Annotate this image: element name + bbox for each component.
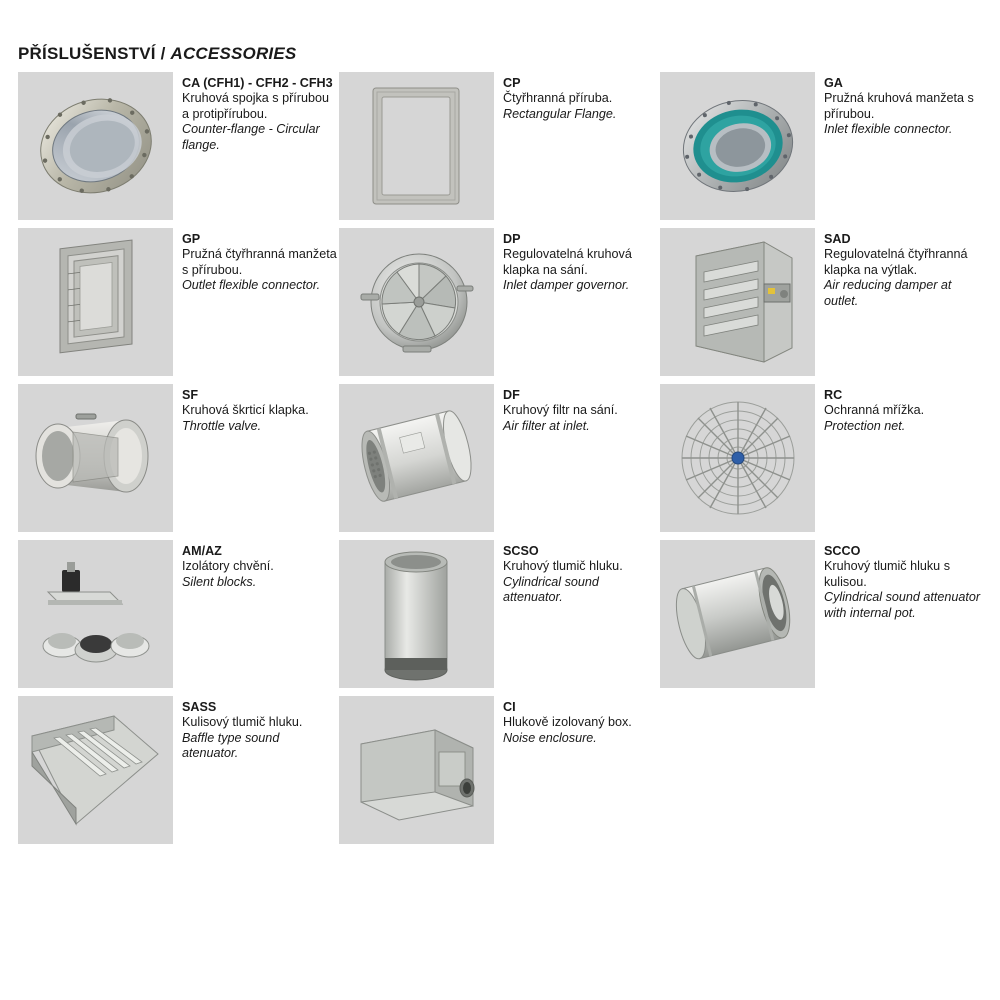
accessory-thumbnail xyxy=(18,384,173,532)
silent-blocks-icon xyxy=(18,540,173,688)
accessory-item-df xyxy=(339,384,660,532)
noise-enclosure-icon xyxy=(339,696,494,844)
accessory-item-rc xyxy=(660,384,981,532)
accessory-caption xyxy=(815,72,981,220)
accessory-caption xyxy=(173,540,339,688)
accessory-item-cp xyxy=(339,72,660,220)
accessory-row xyxy=(18,72,982,220)
accessory-description-en: Air filter at inlet. xyxy=(503,418,590,433)
accessory-description-cz: Čtyřhranná příruba. xyxy=(503,91,613,106)
accessory-thumbnail xyxy=(18,696,173,844)
accessory-description-cz: Pružná kruhová manžeta s přírubou. xyxy=(824,91,974,121)
accessory-description-cz: Kruhová spojka s přírubou a protipřírubou. xyxy=(182,91,330,121)
accessory-thumbnail xyxy=(339,228,494,376)
accessory-description-en: Silent blocks. xyxy=(182,574,257,589)
accessory-description-en: Cylindrical sound attenuator with internal pot. xyxy=(824,590,981,620)
accessory-thumbnail xyxy=(660,228,815,376)
accessory-description-cz: Kulisový tlumič hluku. xyxy=(182,715,303,730)
accessory-row xyxy=(18,384,982,532)
accessory-description-en: Rectangular Flange. xyxy=(503,106,617,121)
accessory-code: CI xyxy=(503,700,516,714)
accessory-thumbnail xyxy=(18,72,173,220)
accessory-item-sass xyxy=(18,696,339,844)
accessory-code: AM/AZ xyxy=(182,544,222,558)
accessory-item-sf xyxy=(18,384,339,532)
accessory-caption xyxy=(815,384,981,532)
accessory-item-ca xyxy=(18,72,339,220)
accessory-code: SCCO xyxy=(824,544,861,558)
accessory-code: DF xyxy=(503,388,520,402)
accessory-item-ci xyxy=(339,696,660,844)
accessory-caption xyxy=(494,384,660,532)
accessory-item-scso xyxy=(339,540,660,688)
accessory-item-amaz xyxy=(18,540,339,688)
accessory-item-gp xyxy=(18,228,339,376)
accessory-caption xyxy=(494,540,660,688)
accessory-thumbnail xyxy=(18,228,173,376)
accessories-grid xyxy=(18,72,982,852)
accessory-caption xyxy=(494,72,660,220)
accessory-thumbnail xyxy=(339,696,494,844)
accessory-caption-empty xyxy=(815,696,981,844)
accessory-item-scco xyxy=(660,540,981,688)
accessory-code: RC xyxy=(824,388,843,402)
accessory-caption xyxy=(173,72,339,220)
outlet-flexible-connector-icon xyxy=(18,228,173,376)
accessory-code: CA (CFH1) - CFH2 - CFH3 xyxy=(182,76,333,90)
accessory-item-sad xyxy=(660,228,981,376)
accessory-description-cz: Izolátory chvění. xyxy=(182,559,274,574)
accessory-description-cz: Kruhový filtr na sání. xyxy=(503,403,618,418)
accessory-thumbnail xyxy=(339,384,494,532)
accessory-code: CP xyxy=(503,76,521,90)
accessory-description-cz: Regulovatelná kruhová klapka na sání. xyxy=(503,247,632,277)
circular-flange-ring-icon xyxy=(18,72,173,220)
page-title-cz: PŘÍSLUŠENSTVÍ xyxy=(18,44,156,63)
accessory-thumbnail xyxy=(18,540,173,688)
accessory-code: SF xyxy=(182,388,199,402)
accessory-item-dp xyxy=(339,228,660,376)
accessory-description-cz: Hlukově izolovaný box. xyxy=(503,715,632,730)
accessory-thumbnail xyxy=(660,384,815,532)
accessory-caption xyxy=(815,540,981,688)
accessory-caption xyxy=(494,228,660,376)
throttle-valve-icon xyxy=(18,384,173,532)
accessory-item-ga xyxy=(660,72,981,220)
air-reducing-damper-icon xyxy=(660,228,815,376)
accessory-description-en: Throttle valve. xyxy=(182,418,262,433)
accessory-code: SASS xyxy=(182,700,217,714)
protection-net-icon xyxy=(660,384,815,532)
accessory-caption xyxy=(815,228,981,376)
accessory-thumbnail xyxy=(660,540,815,688)
accessory-caption xyxy=(173,696,339,844)
rectangular-flange-icon xyxy=(339,72,494,220)
accessory-description-cz: Kruhový tlumič hluku s kulisou. xyxy=(824,559,950,589)
accessory-description-cz: Pružná čtyřhranná manžeta s přírubou. xyxy=(182,247,337,277)
accessory-description-en: Protection net. xyxy=(824,418,906,433)
inlet-flexible-connector-icon xyxy=(660,72,815,220)
accessory-description-en: Cylindrical sound attenuator. xyxy=(503,574,599,605)
accessory-description-en: Air reducing damper at outlet. xyxy=(824,278,952,308)
accessory-thumbnail xyxy=(660,72,815,220)
accessory-description-en: Baffle type sound atenuator. xyxy=(182,730,280,761)
page-title-separator: / xyxy=(155,44,171,63)
accessory-row xyxy=(18,540,982,688)
accessory-item-empty xyxy=(660,696,981,844)
page-title-en: ACCESSORIES xyxy=(170,44,297,63)
accessory-description-cz: Kruhová škrticí klapka. xyxy=(182,403,309,418)
accessory-description-en: Counter-flange - Circular flange. xyxy=(182,122,320,152)
accessory-description-en: Noise enclosure. xyxy=(503,730,597,745)
accessory-code: SCSO xyxy=(503,544,539,558)
accessory-code: GA xyxy=(824,76,843,90)
page-title xyxy=(18,44,296,64)
accessory-description-cz: Kruhový tlumič hluku. xyxy=(503,559,623,574)
accessory-thumbnail xyxy=(339,540,494,688)
baffle-sound-attenuator-icon xyxy=(18,696,173,844)
accessory-caption xyxy=(173,384,339,532)
accessory-caption xyxy=(173,228,339,376)
accessory-description-en: Inlet flexible connector. xyxy=(824,122,953,137)
cylindrical-sound-attenuator-pot-icon xyxy=(660,540,815,688)
accessory-row xyxy=(18,228,982,376)
accessory-row xyxy=(18,696,982,844)
air-filter-icon xyxy=(339,384,494,532)
accessory-thumbnail xyxy=(339,72,494,220)
accessory-code: DP xyxy=(503,232,521,246)
accessory-description-en: Inlet damper governor. xyxy=(503,278,630,293)
accessory-thumbnail-empty xyxy=(660,696,815,844)
cylindrical-sound-attenuator-icon xyxy=(339,540,494,688)
inlet-damper-governor-icon xyxy=(339,228,494,376)
accessory-description-en: Outlet flexible connector. xyxy=(182,278,321,293)
accessory-description-cz: Regulovatelná čtyřhranná klapka na výtlak. xyxy=(824,247,968,277)
accessory-code: SAD xyxy=(824,232,851,246)
accessory-caption xyxy=(494,696,660,844)
accessory-description-cz: Ochranná mřížka. xyxy=(824,403,925,418)
accessory-code: GP xyxy=(182,232,201,246)
